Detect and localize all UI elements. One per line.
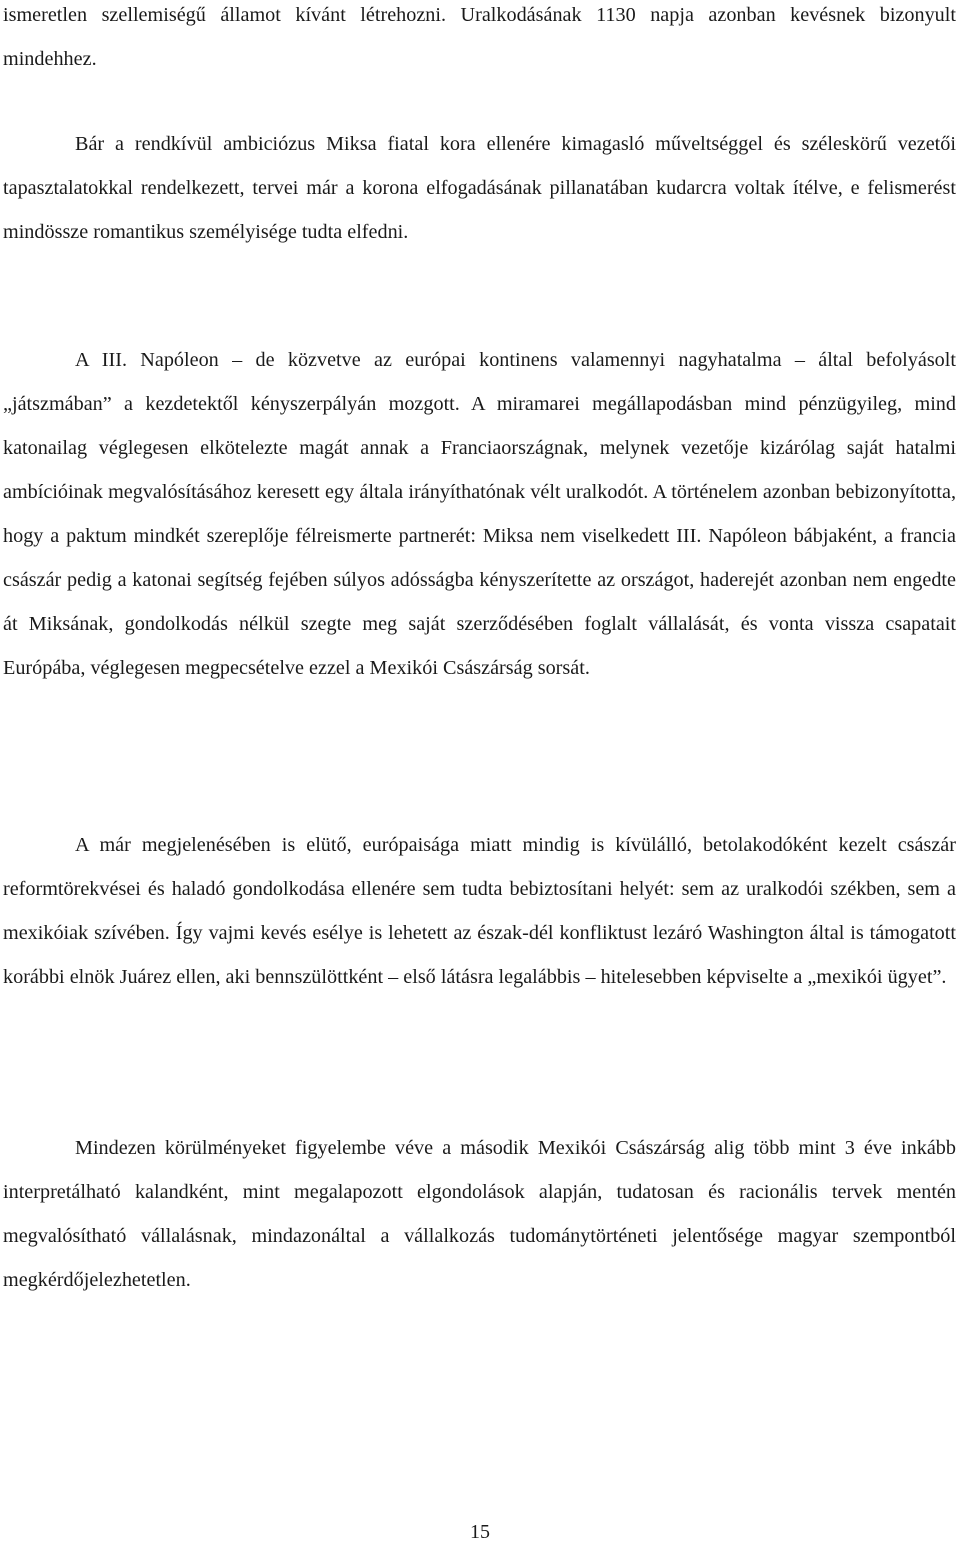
paragraph-conclusion: Mindezen körülményeket figyelembe véve a második Mexikói Császárság alig több mint 3 éve inkább interpretálható kalandként, mint megalapozott elgondolások alapján, tudatosan és racionális tervek mentén megvalósítható vállalásnak, mindazonáltal a vállalkozás tudománytörténeti jelentősége magyar szempontból megkérdőjelezhetetlen. [3,1137,956,1291]
paragraph-outsider-emperor: A már megjelenésében is elütő, európaisága miatt mindig is kívülálló, betolakodóként kezelt császár reformtörekvései és haladó gondolkodása ellenére sem tudta bebiztosítani helyét: sem az uralkodói székben, sem a mexikóiak szívében. Így vajmi kevés esélye is lehetett az észak-dél konfliktust lezáró Washington által is támogatott korábbi elnök Juárez ellen, aki bennszülöttként – első látásra legalábbis – hitelesebben képviselte a „mexikói ügyet”. [3,834,956,988]
paragraph-continuation: ismeretlen szellemiségű államot kívánt létrehozni. Uralkodásának 1130 napja azonban kevésnek bizonyult mindehhez. [3,4,956,70]
paragraph-miksa-ambitions: Bár a rendkívül ambiciózus Miksa fiatal kora ellenére kimagasló műveltséggel és széleskörű vezetői tapasztalatokkal rendelkezett, tervei már a korona elfogadásának pillanatában kudarcra voltak ítélve, e felismerést mindössze romantikus személyisége tudta elfedni. [3,133,956,243]
page-number: 15 [470,1521,490,1543]
paragraph-napoleon-game: A III. Napóleon – de közvetve az európai kontinens valamennyi nagyhatalma – által befolyásolt „játszmában” a kezdetektől kényszerpályán mozgott. A miramarei megállapodásban mind pénzügyileg, mind katonailag véglegesen elkötelezte magát annak a Franciaországnak, melynek vezetője kizárólag saját hatalmi ambícióinak megvalósításához keresett egy általa irányíthatónak vélt uralkodót. A történelem azonban bebizonyította, hogy a paktum mindkét szereplője félreismerte partnerét: Miksa nem viselkedett III. Napóleon bábjaként, a francia császár pedig a katonai segítség fejében súlyos adósságba kényszerítette az országot, haderejét azonban nem engedte át Miksának, gondolkodás nélkül szegte meg saját szerződésében foglalt vállalását, és vonta vissza csapatait Európába, véglegesen megpecsételve ezzel a Mexikói Császárság sorsát. [3,349,956,679]
